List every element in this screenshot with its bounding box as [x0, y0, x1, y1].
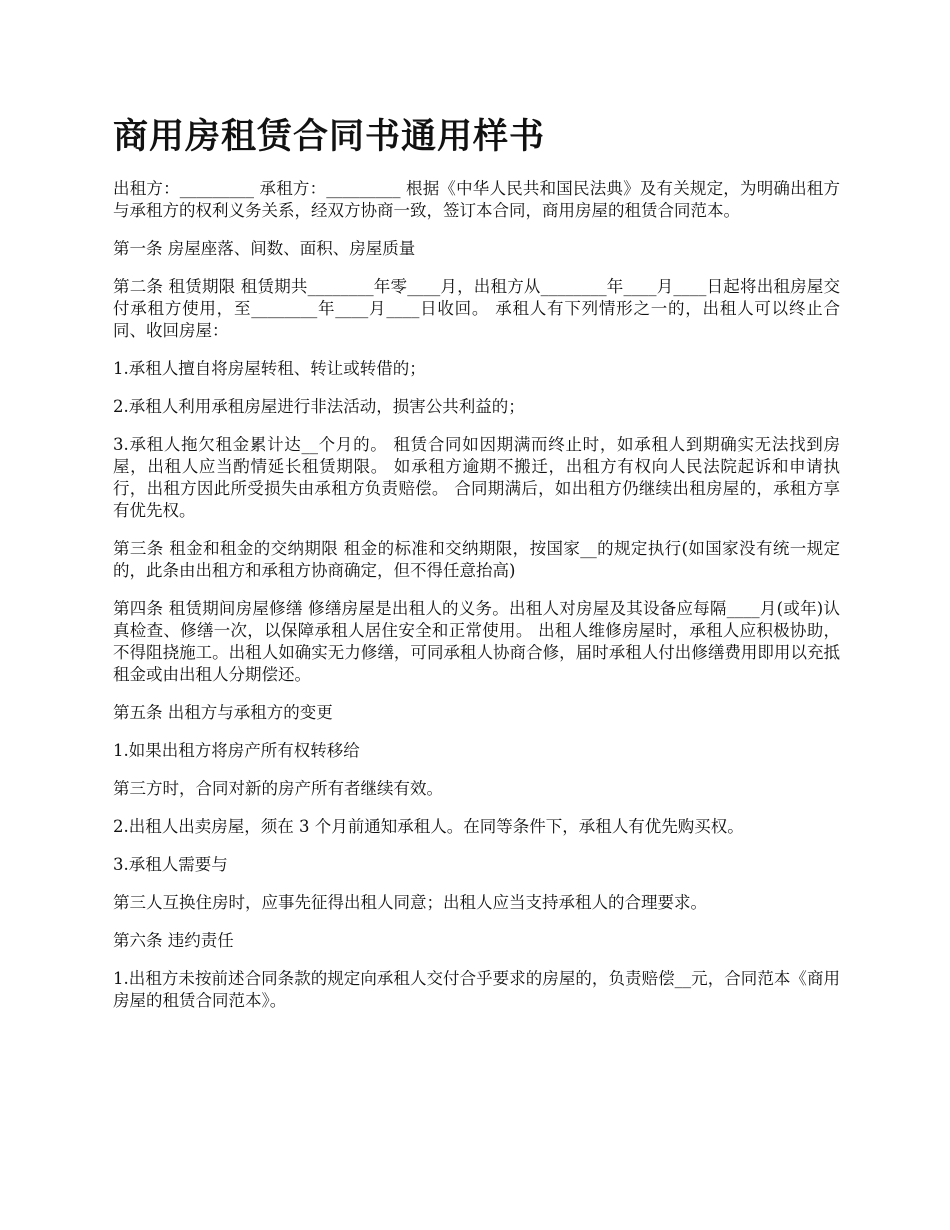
paragraph-article-6-item-1: 1.出租方未按前述合同条款的规定向承租人交付合乎要求的房屋的，负责赔偿__元，合同范本《商用房屋的租赁合同范本》。: [113, 969, 840, 1010]
paragraph-article-3: 第三条 租金和租金的交纳期限 租金的标准和交纳期限，按国家__的规定执行(如国家没有统一规定的，此条由出租方和承租方协商确定，但不得任意抬高): [113, 539, 840, 580]
document-page: [113, 112, 840, 1028]
paragraph-article-2: 第二条 租赁期限 租赁期共________年零____月，出租方从________年____月____日起将出租房屋交付承租方使用，至________年____月____日收回。 承租人有下列情形之一的，出租人可以终止合同、收回房屋：: [113, 277, 840, 340]
paragraph-preamble: 出租方：_________ 承租方：_________ 根据《中华人民共和国民法典》及有关规定，为明确出租方与承租方的权利义务关系，经双方协商一致，签订本合同，商用房屋的租赁合同范本。: [113, 179, 840, 220]
paragraph-article-2-item-2: 2.承租人利用承租房屋进行非法活动，损害公共利益的；: [113, 397, 525, 416]
paragraph-article-5-item-3-cont: 第三人互换住房时，应事先征得出租人同意；出租人应当支持承租人的合理要求。: [113, 893, 707, 912]
paragraph-article-5-item-3: 3.承租人需要与: [113, 855, 228, 874]
paragraph-article-2-item-3: 3.承租人拖欠租金累计达__个月的。 租赁合同如因期满而终止时，如承租人到期确实无法找到房屋，出租人应当酌情延长租赁期限。 如承租方逾期不搬迁，出租方有权向人民法院起诉和申请执行，出租方因此所受损失由承租方负责赔偿。 合同期满后，如出租方仍继续出租房屋的，承租方享有优先权。: [113, 435, 840, 520]
paragraph-article-5-item-1-cont: 第三方时，合同对新的房产所有者继续有效。: [113, 779, 443, 798]
paragraph-article-5-item-1: 1.如果出租方将房产所有权转移给: [113, 741, 360, 760]
paragraph-article-4: 第四条 租赁期间房屋修缮 修缮房屋是出租人的义务。出租人对房屋及其设备应每隔____月(或年)认真检查、修缮一次，以保障承租人居住安全和正常使用。 出租人维修房屋时，承租人应积极协助，不得阻挠施工。出租人如确实无力修缮，可同承租人协商合修，届时承租人付出修缮费用即用以充抵租金或由出租人分期偿还。: [113, 599, 840, 684]
document-title: 商用房租赁合同书通用样书: [113, 117, 546, 157]
paragraph-article-5: 第五条 出租方与承租方的变更: [113, 703, 333, 722]
paragraph-article-2-item-1: 1.承租人擅自将房屋转租、转让或转借的；: [113, 359, 426, 378]
paragraph-article-5-item-2: 2.出租人出卖房屋，须在 3 个月前通知承租人。在同等条件下，承租人有优先购买权。: [113, 817, 744, 836]
paragraph-article-1: 第一条 房屋座落、间数、面积、房屋质量: [113, 239, 416, 258]
paragraph-article-6: 第六条 违约责任: [113, 931, 234, 950]
